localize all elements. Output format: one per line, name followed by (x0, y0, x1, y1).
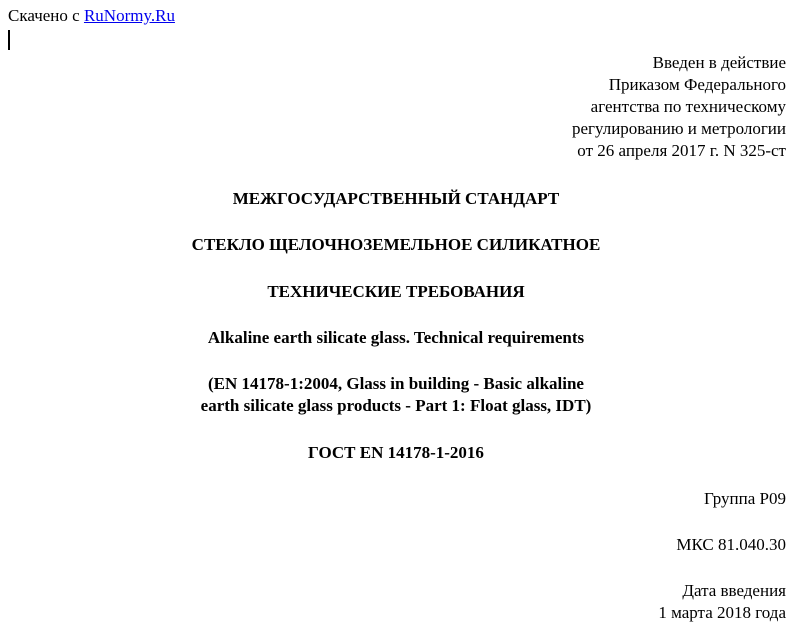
approval-line: от 26 апреля 2017 г. N 325-ст (577, 141, 786, 160)
equivalent-standard (0, 373, 792, 417)
text-cursor (8, 30, 10, 50)
approval-line: Введен в действие (652, 53, 786, 72)
standard-type-heading (0, 188, 792, 210)
standard-type-text: МЕЖГОСУДАРСТВЕННЫЙ СТАНДАРТ (232, 189, 560, 208)
intro-date: 1 марта 2018 года (658, 603, 786, 622)
approval-block (572, 52, 786, 162)
approval-line: Приказом Федерального (608, 75, 786, 94)
group-code: Группа Р09 (704, 489, 786, 508)
standard-name-ru-text: СТЕКЛО ЩЕЛОЧНОЗЕМЕЛЬНОЕ СИЛИКАТНОЕ (191, 235, 601, 254)
standard-name-ru (0, 234, 792, 256)
approval-line: регулированию и метрологии (571, 119, 786, 138)
standard-designation (0, 442, 792, 464)
standard-name-en-text: Alkaline earth silicate glass. Technical requirements (207, 328, 585, 347)
standard-name-en (0, 327, 792, 349)
standard-designation-text: ГОСТ EN 14178-1-2016 (308, 443, 484, 462)
mks-code: МКС 81.040.30 (676, 535, 786, 554)
downloaded-from-label: Скачено с (8, 6, 80, 25)
equivalent-standard-line: earth silicate glass products - Part 1: Float glass, IDT) (200, 396, 592, 415)
intro-date-label: Дата введения (682, 581, 786, 600)
equivalent-standard-line: (EN 14178-1:2004, Glass in building - Basic alkaline (208, 374, 584, 393)
standard-subtitle-ru-text: ТЕХНИЧЕСКИЕ ТРЕБОВАНИЯ (267, 282, 525, 301)
standard-subtitle-ru (0, 281, 792, 303)
approval-line: агентства по техническому (590, 97, 786, 116)
runormy-link[interactable]: RuNormy.Ru (83, 6, 175, 25)
downloaded-from-line (8, 6, 175, 26)
